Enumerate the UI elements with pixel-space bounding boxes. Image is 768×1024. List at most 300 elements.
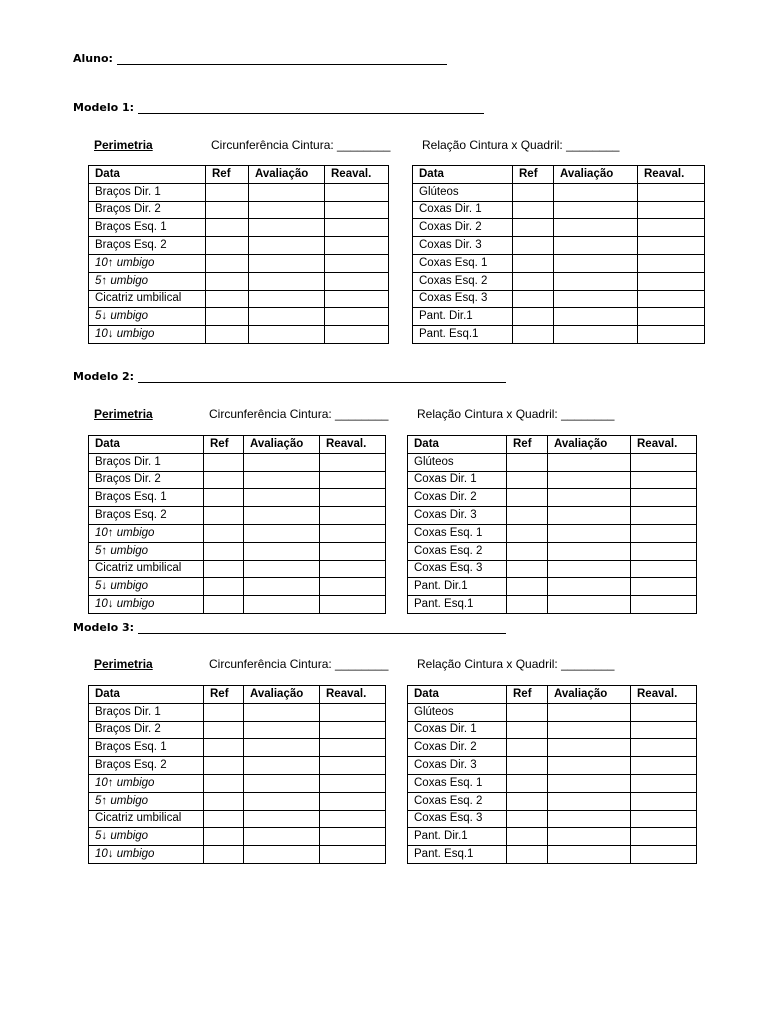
entry-cell[interactable] [631, 453, 697, 471]
table-row [408, 739, 697, 757]
entry-cell[interactable] [325, 308, 389, 326]
entry-cell[interactable] [320, 846, 386, 864]
table-row [89, 272, 389, 290]
entry-cell[interactable] [320, 703, 386, 721]
column-header: Ref [204, 686, 244, 704]
row-label: Pant. Esq.1 [408, 846, 507, 864]
row-label: Coxas Esq. 1 [408, 774, 507, 792]
entry-cell[interactable] [507, 453, 548, 471]
lower-body-table [412, 165, 705, 344]
entry-cell[interactable] [206, 326, 249, 344]
entry-cell[interactable] [548, 739, 631, 757]
column-header: Ref [507, 686, 548, 704]
table-row [89, 846, 386, 864]
entry-cell[interactable] [244, 471, 320, 489]
column-header: Reaval. [631, 436, 697, 454]
entry-cell[interactable] [507, 828, 548, 846]
entry-cell[interactable] [244, 721, 320, 739]
entry-cell[interactable] [513, 201, 554, 219]
column-header: Ref [507, 436, 548, 454]
entry-cell[interactable] [244, 596, 320, 614]
table-row [408, 596, 697, 614]
entry-cell[interactable] [548, 453, 631, 471]
table-row [89, 290, 389, 308]
entry-cell[interactable] [244, 524, 320, 542]
entry-cell[interactable] [204, 810, 244, 828]
waist-field[interactable]: Circunferência Cintura: ________ [211, 138, 391, 152]
table-row [89, 219, 389, 237]
perimetria-title: Perimetria [94, 657, 153, 671]
header-row [408, 436, 697, 454]
row-label: 5↓ umbigo [89, 308, 206, 326]
column-header: Data [89, 686, 204, 704]
lower-body-table [407, 435, 697, 614]
entry-cell[interactable] [548, 721, 631, 739]
perimetria-title: Perimetria [94, 138, 153, 152]
table-row [408, 453, 697, 471]
entry-cell[interactable] [244, 542, 320, 560]
entry-cell[interactable] [631, 542, 697, 560]
entry-cell[interactable] [507, 703, 548, 721]
header-row [408, 686, 697, 704]
row-label: 10↓ umbigo [89, 326, 206, 344]
entry-cell[interactable] [206, 272, 249, 290]
column-header: Ref [206, 166, 249, 184]
entry-cell[interactable] [513, 237, 554, 255]
entry-cell[interactable] [204, 524, 244, 542]
entry-cell[interactable] [325, 183, 389, 201]
table-row [89, 810, 386, 828]
row-label: Coxas Esq. 2 [413, 272, 513, 290]
entry-cell[interactable] [631, 596, 697, 614]
row-label: Braços Dir. 2 [89, 201, 206, 219]
entry-cell[interactable] [507, 596, 548, 614]
row-label: Coxas Esq. 3 [408, 810, 507, 828]
entry-cell[interactable] [548, 578, 631, 596]
entry-cell[interactable] [204, 774, 244, 792]
entry-cell[interactable] [548, 757, 631, 775]
row-label: Cicatriz umbilical [89, 290, 206, 308]
student-label: Aluno: [73, 52, 113, 65]
entry-cell[interactable] [204, 471, 244, 489]
entry-cell[interactable] [325, 201, 389, 219]
entry-cell[interactable] [244, 703, 320, 721]
entry-cell[interactable] [548, 828, 631, 846]
row-label: Cicatriz umbilical [89, 810, 204, 828]
entry-cell[interactable] [507, 757, 548, 775]
row-label: Coxas Esq. 1 [408, 524, 507, 542]
model-3-line [73, 621, 506, 634]
entry-cell[interactable] [204, 703, 244, 721]
entry-cell[interactable] [244, 507, 320, 525]
table-row [89, 739, 386, 757]
entry-cell[interactable] [320, 810, 386, 828]
entry-cell[interactable] [548, 507, 631, 525]
column-header: Reaval. [638, 166, 705, 184]
entry-cell[interactable] [244, 739, 320, 757]
entry-cell[interactable] [206, 237, 249, 255]
entry-cell[interactable] [513, 219, 554, 237]
table-row [408, 471, 697, 489]
ratio-field[interactable]: Relação Cintura x Quadril: ________ [417, 657, 615, 671]
entry-cell[interactable] [325, 237, 389, 255]
table-row [413, 290, 705, 308]
entry-cell[interactable] [513, 290, 554, 308]
header-row [89, 436, 386, 454]
entry-cell[interactable] [249, 326, 325, 344]
table-row [408, 524, 697, 542]
entry-cell[interactable] [204, 757, 244, 775]
entry-cell[interactable] [204, 578, 244, 596]
entry-cell[interactable] [320, 828, 386, 846]
table-row [89, 453, 386, 471]
entry-cell[interactable] [638, 254, 705, 272]
row-label: Braços Dir. 1 [89, 453, 204, 471]
entry-cell[interactable] [638, 308, 705, 326]
ratio-field[interactable]: Relação Cintura x Quadril: ________ [422, 138, 620, 152]
entry-cell[interactable] [204, 739, 244, 757]
entry-cell[interactable] [204, 596, 244, 614]
entry-cell[interactable] [638, 201, 705, 219]
entry-cell[interactable] [631, 721, 697, 739]
entry-cell[interactable] [320, 542, 386, 560]
column-header: Avaliação [548, 436, 631, 454]
model-2-line [73, 370, 506, 383]
model-1-line [73, 101, 484, 114]
entry-cell[interactable] [631, 828, 697, 846]
table-row [413, 308, 705, 326]
entry-cell[interactable] [507, 489, 548, 507]
column-header: Avaliação [554, 166, 638, 184]
table-row [89, 489, 386, 507]
entry-cell[interactable] [548, 846, 631, 864]
entry-cell[interactable] [325, 272, 389, 290]
row-label: Coxas Dir. 2 [413, 219, 513, 237]
entry-cell[interactable] [204, 846, 244, 864]
table-row [408, 703, 697, 721]
model-1-blank[interactable] [138, 102, 484, 114]
row-label: 5↓ umbigo [89, 828, 204, 846]
table-row [89, 578, 386, 596]
row-label: Braços Dir. 1 [89, 703, 204, 721]
row-label: Coxas Dir. 1 [408, 471, 507, 489]
entry-cell[interactable] [507, 471, 548, 489]
row-label: 10↓ umbigo [89, 596, 204, 614]
row-label: Braços Esq. 1 [89, 739, 204, 757]
entry-cell[interactable] [554, 308, 638, 326]
column-header: Avaliação [548, 686, 631, 704]
entry-cell[interactable] [204, 721, 244, 739]
entry-cell[interactable] [244, 846, 320, 864]
entry-cell[interactable] [554, 290, 638, 308]
entry-cell[interactable] [507, 739, 548, 757]
perimetria-block-1 [94, 138, 714, 348]
row-label: Pant. Dir.1 [408, 578, 507, 596]
entry-cell[interactable] [513, 254, 554, 272]
entry-cell[interactable] [325, 219, 389, 237]
entry-cell[interactable] [548, 703, 631, 721]
row-label: Braços Dir. 1 [89, 183, 206, 201]
row-label: Braços Esq. 1 [89, 219, 206, 237]
header-row [89, 686, 386, 704]
table-row [89, 507, 386, 525]
entry-cell[interactable] [507, 524, 548, 542]
entry-cell[interactable] [638, 183, 705, 201]
entry-cell[interactable] [548, 524, 631, 542]
entry-cell[interactable] [204, 792, 244, 810]
entry-cell[interactable] [320, 792, 386, 810]
row-label: 5↑ umbigo [89, 542, 204, 560]
row-label: Braços Esq. 2 [89, 507, 204, 525]
upper-body-table [88, 685, 386, 864]
entry-cell[interactable] [631, 507, 697, 525]
column-header: Ref [204, 436, 244, 454]
entry-cell[interactable] [507, 846, 548, 864]
upper-body-table [88, 435, 386, 614]
entry-cell[interactable] [554, 254, 638, 272]
table-row [89, 326, 389, 344]
model-2-label: Modelo 2: [73, 370, 135, 383]
model-1-label: Modelo 1: [73, 101, 135, 114]
table-row [89, 757, 386, 775]
lower-body-table [407, 685, 697, 864]
entry-cell[interactable] [548, 489, 631, 507]
entry-cell[interactable] [325, 254, 389, 272]
entry-cell[interactable] [325, 290, 389, 308]
header-row [89, 166, 389, 184]
entry-cell[interactable] [320, 453, 386, 471]
table-row [89, 774, 386, 792]
row-label: Coxas Dir. 1 [408, 721, 507, 739]
table-row [408, 507, 697, 525]
entry-cell[interactable] [507, 578, 548, 596]
row-label: Coxas Esq. 2 [408, 542, 507, 560]
student-blank[interactable] [117, 53, 447, 65]
row-label: Pant. Dir.1 [413, 308, 513, 326]
row-label: Coxas Esq. 3 [413, 290, 513, 308]
entry-cell[interactable] [244, 453, 320, 471]
entry-cell[interactable] [631, 471, 697, 489]
entry-cell[interactable] [631, 703, 697, 721]
entry-cell[interactable] [548, 792, 631, 810]
column-header: Reaval. [320, 686, 386, 704]
entry-cell[interactable] [320, 596, 386, 614]
entry-cell[interactable] [320, 560, 386, 578]
entry-cell[interactable] [638, 290, 705, 308]
row-label: Braços Dir. 2 [89, 721, 204, 739]
table-row [89, 596, 386, 614]
entry-cell[interactable] [507, 542, 548, 560]
table-row [89, 308, 389, 326]
row-label: Coxas Esq. 3 [408, 560, 507, 578]
entry-cell[interactable] [548, 774, 631, 792]
entry-cell[interactable] [249, 183, 325, 201]
table-row [408, 828, 697, 846]
entry-cell[interactable] [631, 846, 697, 864]
entry-cell[interactable] [548, 810, 631, 828]
perimetria-block-2 [94, 407, 714, 617]
entry-cell[interactable] [631, 489, 697, 507]
table-row [413, 183, 705, 201]
ratio-field[interactable]: Relação Cintura x Quadril: ________ [417, 407, 615, 421]
entry-cell[interactable] [244, 489, 320, 507]
entry-cell[interactable] [249, 254, 325, 272]
entry-cell[interactable] [507, 774, 548, 792]
table-row [89, 237, 389, 255]
entry-cell[interactable] [249, 272, 325, 290]
row-label: 10↑ umbigo [89, 524, 204, 542]
entry-cell[interactable] [206, 183, 249, 201]
entry-cell[interactable] [631, 792, 697, 810]
waist-field[interactable]: Circunferência Cintura: ________ [209, 407, 389, 421]
column-header: Data [408, 686, 507, 704]
row-label: Glúteos [413, 183, 513, 201]
perimetria-title: Perimetria [94, 407, 153, 421]
entry-cell[interactable] [513, 183, 554, 201]
row-label: 10↓ umbigo [89, 846, 204, 864]
entry-cell[interactable] [554, 272, 638, 290]
entry-cell[interactable] [244, 810, 320, 828]
entry-cell[interactable] [244, 792, 320, 810]
entry-cell[interactable] [631, 560, 697, 578]
entry-cell[interactable] [244, 560, 320, 578]
row-label: Coxas Esq. 1 [413, 254, 513, 272]
entry-cell[interactable] [554, 237, 638, 255]
entry-cell[interactable] [320, 721, 386, 739]
entry-cell[interactable] [249, 237, 325, 255]
entry-cell[interactable] [249, 290, 325, 308]
table-row [408, 774, 697, 792]
table-row [89, 471, 386, 489]
row-label: Pant. Dir.1 [408, 828, 507, 846]
entry-cell[interactable] [548, 471, 631, 489]
column-header: Ref [513, 166, 554, 184]
entry-cell[interactable] [631, 578, 697, 596]
table-row [89, 560, 386, 578]
row-label: Coxas Dir. 3 [408, 757, 507, 775]
entry-cell[interactable] [638, 219, 705, 237]
entry-cell[interactable] [320, 524, 386, 542]
entry-cell[interactable] [554, 183, 638, 201]
entry-cell[interactable] [206, 201, 249, 219]
entry-cell[interactable] [204, 542, 244, 560]
table-row [408, 578, 697, 596]
row-label: 5↑ umbigo [89, 272, 206, 290]
entry-cell[interactable] [548, 596, 631, 614]
table-row [408, 542, 697, 560]
table-row [413, 201, 705, 219]
row-label: Coxas Esq. 2 [408, 792, 507, 810]
entry-cell[interactable] [554, 219, 638, 237]
table-row [89, 542, 386, 560]
entry-cell[interactable] [638, 272, 705, 290]
table-row [89, 201, 389, 219]
column-header: Avaliação [244, 436, 320, 454]
entry-cell[interactable] [554, 201, 638, 219]
entry-cell[interactable] [513, 272, 554, 290]
table-row [89, 703, 386, 721]
entry-cell[interactable] [244, 578, 320, 596]
entry-cell[interactable] [206, 290, 249, 308]
table-row [413, 272, 705, 290]
row-label: Cicatriz umbilical [89, 560, 204, 578]
entry-cell[interactable] [244, 757, 320, 775]
row-label: Braços Esq. 2 [89, 757, 204, 775]
perimetria-block-3 [94, 657, 714, 867]
entry-cell[interactable] [548, 560, 631, 578]
entry-cell[interactable] [320, 489, 386, 507]
table-row [408, 810, 697, 828]
table-row [408, 489, 697, 507]
table-row [413, 326, 705, 344]
table-row [408, 560, 697, 578]
table-row [413, 219, 705, 237]
entry-cell[interactable] [206, 254, 249, 272]
entry-cell[interactable] [638, 326, 705, 344]
row-label: Braços Esq. 2 [89, 237, 206, 255]
entry-cell[interactable] [249, 219, 325, 237]
entry-cell[interactable] [507, 810, 548, 828]
entry-cell[interactable] [204, 489, 244, 507]
entry-cell[interactable] [244, 828, 320, 846]
entry-cell[interactable] [554, 326, 638, 344]
entry-cell[interactable] [513, 308, 554, 326]
entry-cell[interactable] [320, 578, 386, 596]
entry-cell[interactable] [244, 774, 320, 792]
entry-cell[interactable] [249, 201, 325, 219]
model-3-label: Modelo 3: [73, 621, 135, 634]
entry-cell[interactable] [206, 308, 249, 326]
entry-cell[interactable] [638, 237, 705, 255]
entry-cell[interactable] [204, 828, 244, 846]
entry-cell[interactable] [507, 792, 548, 810]
entry-cell[interactable] [204, 453, 244, 471]
column-header: Reaval. [325, 166, 389, 184]
entry-cell[interactable] [631, 757, 697, 775]
entry-cell[interactable] [631, 524, 697, 542]
entry-cell[interactable] [325, 326, 389, 344]
entry-cell[interactable] [631, 774, 697, 792]
entry-cell[interactable] [631, 739, 697, 757]
model-2-blank[interactable] [138, 371, 506, 383]
model-3-blank[interactable] [138, 622, 506, 634]
waist-field[interactable]: Circunferência Cintura: ________ [209, 657, 389, 671]
column-header: Reaval. [631, 686, 697, 704]
table-row [408, 757, 697, 775]
entry-cell[interactable] [249, 308, 325, 326]
entry-cell[interactable] [507, 507, 548, 525]
entry-cell[interactable] [204, 560, 244, 578]
column-header: Data [413, 166, 513, 184]
entry-cell[interactable] [204, 507, 244, 525]
entry-cell[interactable] [320, 774, 386, 792]
entry-cell[interactable] [631, 810, 697, 828]
entry-cell[interactable] [507, 721, 548, 739]
entry-cell[interactable] [320, 471, 386, 489]
entry-cell[interactable] [320, 507, 386, 525]
entry-cell[interactable] [206, 219, 249, 237]
row-label: 5↓ umbigo [89, 578, 204, 596]
entry-cell[interactable] [507, 560, 548, 578]
entry-cell[interactable] [320, 739, 386, 757]
column-header: Avaliação [249, 166, 325, 184]
entry-cell[interactable] [320, 757, 386, 775]
entry-cell[interactable] [548, 542, 631, 560]
upper-body-table [88, 165, 389, 344]
row-label: Coxas Dir. 3 [408, 507, 507, 525]
row-label: 10↑ umbigo [89, 774, 204, 792]
entry-cell[interactable] [513, 326, 554, 344]
